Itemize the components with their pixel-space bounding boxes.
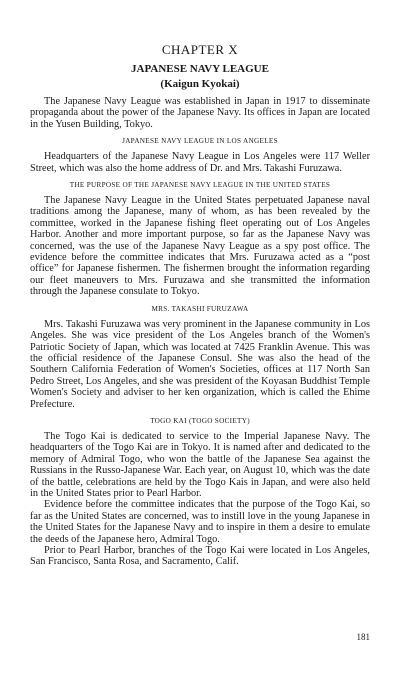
chapter-label: CHAPTER X [161, 42, 239, 57]
paragraph: The Japanese Navy League was established in Japan in 1917 to disseminate propaganda about the power of the Japanese Navy. Its offices in Japan are located in the Yusen Building, Tokyo. [30, 96, 370, 130]
section-navy-league-los-angeles [30, 137, 370, 174]
chapter-title: JAPANESE NAVY LEAGUE [131, 63, 269, 75]
section-mrs-furuzawa [30, 305, 370, 410]
paragraph: Mrs. Takashi Furuzawa was very prominent in the Japanese community in Los Angeles. She was vice president of the Los Angeles branch of the Women's Patriotic Society of Japan, which was located at 7425 Franklin Avenue. This was the official residence of the Japanese Consul. She was also the head of the Southern California Federation of Women's Societies, offices at 117 North San Pedro Street, Los Angeles, and she was president of the Koyasan Buddhist Temple Women's Society and adviser to her ken organization, which is called the Ehime Prefecture. [30, 318, 370, 410]
paragraph: Prior to Pearl Harbor, branches of the Togo Kai were located in Los Angeles, San Francisco, Santa Rosa, and Sacramento, Calif. [30, 545, 370, 568]
section-intro [30, 96, 370, 130]
section-purpose [30, 181, 370, 298]
section-heading: TOGO KAI (TOGO SOCIETY) [150, 416, 250, 425]
section-heading: THE PURPOSE OF THE JAPANESE NAVY LEAGUE IN THE UNITED STATES [69, 181, 331, 190]
paragraph: The Togo Kai is dedicated to service to the Imperial Japanese Navy. The headquarters of the Togo Kai are in Tokyo. It is named after and dedicated to the memory of Admiral Togo, who won the battle of the Japanese Sea against the Russians in the Russo-Japanese War. Each year, on August 10, which was the date of the battle, celebrations are held by the Togo Kais in Japan, and were also held in the United States prior to Pearl Harbor. [30, 430, 370, 499]
paragraph: The Japanese Navy League in the United States perpetuated Japanese naval traditions among the Japanese, many of whom, as has been revealed by the committee, worked in the Japanese fishing fleet operating out of Los Angeles Harbor. Another and more important purpose, so far as the Japanese Navy was concerned, was the use of the Japanese Navy League as a spy post office. The evidence before the committee indicates that Mrs. Furuzawa acted as a “post office” for Japanese fishermen. The fishermen brought the information regarding our fleet maneuvers to Mrs. Furuzawa and she transmitted the information through the Japanese consulate to Tokyo. [30, 195, 370, 298]
section-heading: MRS. TAKASHI FURUZAWA [151, 304, 249, 313]
paragraph: Evidence before the committee indicates that the purpose of the Togo Kai, so far as the United States are concerned, was to instill love in the young Japanese in the United States for the Japanese Navy and to inspire in them a desire to emulate the deeds of the Japanese hero, Admiral Togo. [30, 499, 370, 545]
page-number: 181 [356, 632, 370, 642]
section-heading: JAPANESE NAVY LEAGUE IN LOS ANGELES [122, 137, 278, 146]
section-togo-kai [30, 417, 370, 568]
chapter-subtitle: (Kaigun Kyokai) [160, 78, 240, 90]
paragraph: Headquarters of the Japanese Navy League in Los Angeles were 117 Weller Street, which was also the home address of Dr. and Mrs. Takashi Furuzawa. [30, 151, 370, 174]
